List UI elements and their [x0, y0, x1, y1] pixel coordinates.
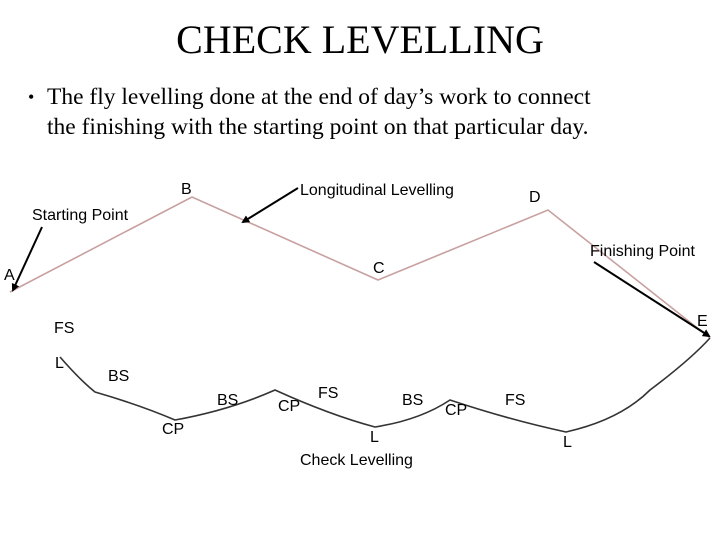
label-point-d: D	[529, 189, 541, 206]
bullet-line-1: The fly levelling done at the end of day’s work to connect	[47, 84, 591, 110]
bullet-dot: •	[28, 87, 35, 107]
label-cp-2: CP	[445, 402, 468, 419]
label-cp-3: CP	[162, 421, 185, 438]
label-point-b: B	[181, 181, 192, 198]
label-bs-2: BS	[217, 392, 239, 409]
label-bs-1: BS	[108, 368, 130, 385]
starting-point-arrow	[13, 227, 42, 290]
label-starting-point: Starting Point	[32, 207, 129, 224]
finishing-point-arrow	[594, 262, 709, 336]
label-fs-2: FS	[318, 385, 339, 402]
label-fs-left: FS	[54, 320, 75, 337]
label-check-levelling: Check Levelling	[300, 452, 413, 469]
label-finishing-point: Finishing Point	[590, 243, 695, 260]
label-l-right: L	[563, 434, 572, 451]
label-fs-3: FS	[505, 392, 526, 409]
label-cp-1: CP	[278, 398, 301, 415]
label-point-a: A	[4, 267, 15, 284]
label-point-e: E	[697, 313, 708, 330]
label-bs-3: BS	[402, 392, 424, 409]
label-point-c: C	[373, 260, 385, 277]
longitudinal-levelling-arrow	[243, 188, 298, 222]
slide-title: CHECK LEVELLING	[176, 17, 544, 62]
label-l-middle: L	[370, 429, 379, 446]
bullet-line-2: the finishing with the starting point on that particular day.	[47, 114, 589, 140]
check-levelling-line	[60, 338, 710, 432]
label-longitudinal-levelling: Longitudinal Levelling	[300, 182, 454, 199]
label-l-left: L	[55, 355, 64, 372]
